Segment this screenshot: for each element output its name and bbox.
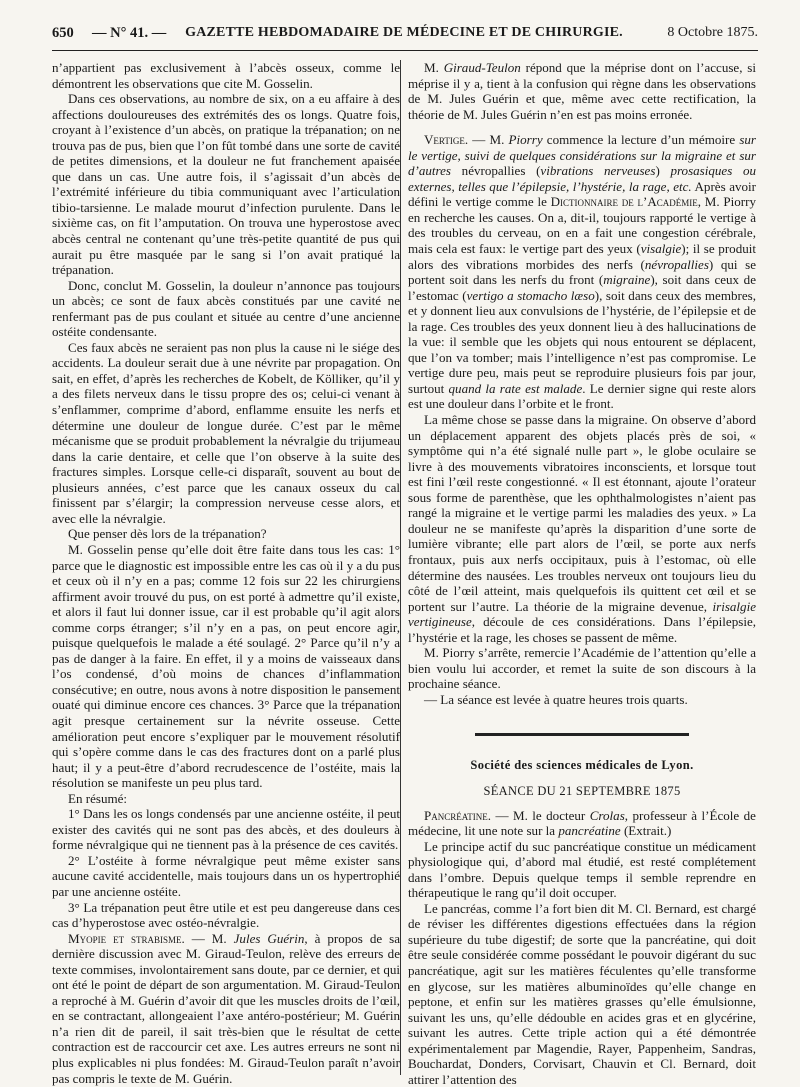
journal-title: GAZETTE HEBDOMADAIRE DE MÉDECINE ET DE CHIRURGIE. [185, 25, 623, 40]
italic-run: sur le vertige, suivi de quelques considérations sur la migraine et sur d’autres [408, 132, 756, 179]
paragraph: En résumé: [68, 790, 128, 806]
author-name: Crolas [589, 807, 625, 823]
paragraph: Ces faux abcès ne seraient pas non plus la cause ni le siége des accidents. La douleur serait due à une névrite par propagation. On sait, en effet, d’après les recherches de Kobelt, de Kölliker, qu’il y a des filets nerveux dans le tissu propre des os; celui-ci venant à s’enflammer, comprime d’abord, enflamme ensuite les nerfs et détermine une douleur de longue durée. C’est par le même mécanisme que se produit probablement la névralgie du trijumeau dans la carie dentaire, et celle que l’on observe à la suite des fractures simples. Lorsque celle-ci disparaît, souvent au bout de plusieurs années, c’est parce que les canaux osseux du cal finissent par s’élargir; la compression nerveuse cesse alors, et avec elle la névralgie. [52, 339, 400, 526]
paragraph [408, 60, 756, 122]
text-run: La même chose se passe dans la migraine. On observe d’abord un déplacement apparent des objets placés près de soi, « symptôme qui n’a été signalé nulle part », le globe oculaire se livre à des mouvements vibratoires inconscients, et lorsque tout est fini l’œil reste congestionné. « Il est étonnant, ajoute l’orateur sous forme de parenthèse, que les ophthalmologistes n’aient pas rangé la migraine et le vertige parmi les maladies des yeux. » La douleur ne se manifeste qu’après la disparition d’une sorte de lumière vibrante; elle part alors de l’œil, se porte aux nerfs frontaux, puis aux nerfs occipitaux, puis à l’estomac, où elle détermine des nausées. Les troubles nerveux ont toujours lieu du côté de l’œil atteint, mais quelquefois ils quittent cet œil et se portent sur l’autre. La théorie de la migraine devenue, [408, 412, 756, 614]
paragraph: Le pancréas, comme l’a fort bien dit M. Cl. Bernard, est chargé de réviser les différentes digestions effectuées dans la région supérieure du tube digestif; de sorte que la pancréatine, qui doit être seule considérée comme possédant le pouvoir digérant du suc pancréatique, agit sur les matières féculentes qu’elle transforme en glycose, sur les matières albuminoïdes qu’elle change en peptone, et enfin sur les matières grasses qu’elle émulsionne, suivant les uns, qu’elle dédouble en acides gras et en glycérine, suivant les autres. Cette triple action qui a été démontrée expérimentalement par Magendie, Rayer, Pappenheim, Sandras, Bouchardat, Donders, Corvisart, Chauvin et Cl. Bernard, doit attirer l’attention des [408, 900, 756, 1087]
section-heading: Vertige. [424, 132, 469, 148]
italic-run: vibrations nerveuses [540, 163, 656, 179]
issue-number: — N° 41. — [92, 24, 167, 41]
small-caps-run: Dictionnaire de l’Académie [550, 194, 698, 210]
text-run: commence la lecture d’un mémoire [542, 132, 740, 148]
section-heading: Myopie et strabisme. [68, 930, 185, 946]
author-name: Piorry [508, 132, 543, 148]
issue-date: 8 Octobre 1875. [667, 25, 758, 40]
text-run: ), soit dans ceux de l’estomac ( [408, 272, 756, 303]
paragraph: Que penser dès lors de la trépanation? [68, 526, 267, 542]
paragraph: 2° L’ostéite à forme névralgique peut même exister sans aucune cavité accidentelle, mais toujours dans un os hypertrophié par une ancienne ostéite. [52, 852, 400, 899]
page-header [52, 16, 758, 51]
right-column [408, 60, 756, 1087]
paragraph-vertige [408, 132, 756, 412]
text-run: , à propos de sa dernière discussion avec M. Giraud-Teulon, relève des erreurs de texte commises, involontairement sans doute, par ce dernier, et qui ont été le point de départ de son argumentation. M. Giraud-Teulon a reproché à M. Guérin d’avoir dit que les muscles droits de l’œil, en se contractant, allongeaient l’axe antéro-postérieur; M. Guérin n’a rien dit de pareil, il sait très-bien que le résultat de cette contraction est de raccourcir cet axe. Les autres erreurs ne sont ni plus explicables ni plus fondées: M. Giraud-Teulon paraît n’avoir pas compris le texte de M. Guérin. [52, 930, 401, 1086]
left-column [52, 60, 400, 1086]
italic-run: névropallies [644, 256, 709, 272]
paragraph: Dans ces observations, au nombre de six, on a eu affaire à des affections douloureuses des extrémités des os longs. Quatre fois, croyant à l’existence d’un abcès, on pratique la trépanation; on ne trouva pas de pus, bien que l’on fût tombé dans une sorte de cavité de petites dimensions, et la douleur ne fut franchement apaisée que dans un cas. Une autre fois, il s’agissait d’un abcès de l’extrémité inférieure du tibia communiquant avec l’articulation tibio-tarsienne. Le malade mourut d’infection purulente. Dans le sixième cas, on fit l’amputation. On trouva une hyperostose avec abcès central ne contenant qu’une très-petite quantité de pus qui aurait pu être masquée par le sang si l’on avait pratiqué la trépanation. [52, 91, 400, 278]
paragraph: 3° La trépanation peut être utile et est peu dangereuse dans ces cas d’hyperostose avec ostéo-névralgie. [52, 899, 400, 931]
italic-run: pancréatine [558, 823, 621, 839]
text-run: répond que la méprise dont on l’accuse, si méprise il y a, tient à la confusion qui règne dans les observations de M. Jules Guérin et que, même avec cette rectification, la théorie de M. Jules Guérin n’en est pas moins erronée. [408, 60, 757, 122]
author-name: Giraud-Teulon [443, 60, 521, 75]
text-run: M. [424, 60, 444, 75]
text-run: ) qui se portent soit dans les nerfs du front ( [408, 256, 756, 288]
session-heading: SÉANCE DU 21 SEPTEMBRE 1875 [483, 783, 681, 798]
text-run: , découle de ces considérations. Dans l’épilepsie, l’hystérie et la rage, les choses se passent de même. [408, 614, 756, 645]
paragraph: n’appartient pas exclusivement à l’abcès osseux, comme le démontrent les observations que cite M. Gosselin. [52, 60, 400, 91]
italic-run: quand la rate est malade [448, 380, 583, 396]
text-run: , professeur à l’École de médecine, lit une note sur la [408, 807, 756, 839]
italic-run: vertigo a stomacho læso [466, 287, 595, 303]
paragraph: — La séance est levée à quatre heures trois quarts. [424, 691, 688, 707]
text-run: . Le dernier signe qui reste alors est une douleur dans l’orbite et le front. [408, 380, 756, 412]
column-divider [400, 60, 401, 1075]
italic-run: migraine [603, 272, 651, 288]
paragraph: M. Gosselin pense qu’elle doit être faite dans tous les cas: 1° parce que le diagnostic est impossible entre les cas où il y a du pus et ceux où il n’y en a pas; comme 12 fois sur 22 les chirurgiens affirment avoir trouvé du pus, on est porté à admettre qu’il existe, et alors il faut lui donner issue, car il est probable qu’il agit alors comme corps étranger; s’il n’y en a pas, on peut encore agir, puisque quelquefois le malade a été soulagé. 2° Parce qu’il n’y a pas de danger à la faire. En effet, il y a moins de vaisseaux dans l’os condensé, d’où moins de chances d’inflammation consécutive; en outre, nous avons à notre disposition le pansement ouaté qui diminue encore ces chances. 3° Parce que la trépanation agit presque certainement sur la névrite osseuse. Cette amélioration peut encore s’expliquer par le mouvement résolutif qui s’opère comme dans le cas des fractures dont on a parlé plus haut; il y a peut-être d’abord recrudescence de l’ostéite, mais la résolution se manifeste un peu plus tard. [52, 541, 400, 791]
author-name: Jules Guérin [233, 930, 305, 946]
text-run: — M. [468, 132, 509, 148]
italic-run: visalgie [640, 241, 682, 257]
text-run: ), soit dans ceux des membres, et y donnent lieu aux convulsions de l’hystérie, de l’épilepsie et de la rage. Ces troubles des yeux donnent lieu à des hallucinations de la vue: il semble que les objets qui nous entourent se déplacent, que l’on va tomber; mais l’intelligence n’est pas compromise. Le vertige dure peu, mais peut se reproduire plusieurs fois par jour, surtout [408, 287, 756, 396]
paragraph: Le principe actif du suc pancréatique constitue un médicament physiologique qui, d’abord mal étudié, est resté complétement dans l’ombre. Depuis quelque temps il semble reprendre en thérapeutique le rang qu’il doit occuper. [408, 838, 756, 901]
text-run: ); il se produit alors des vibrations morbides des nerfs ( [408, 241, 756, 272]
paragraph: M. Piorry s’arrête, remercie l’Académie de l’attention qu’elle a bien voulu lui accorder, et remet la suite de son discours à la prochaine séance. [408, 645, 756, 692]
italic-run: irisalgie vertigineuse [408, 598, 756, 630]
section-separator [475, 733, 689, 736]
text-run: névropallies ( [451, 163, 541, 179]
text-run: Après avoir défini le vertige comme le [408, 178, 756, 210]
paragraph: Donc, conclut M. Gosselin, la douleur n’annonce pas toujours un abcès; ce sont de faux abcès constitués par une cavité ne renfermant pas de pus coulant et située au centre d’une ancienne ostéite condensante. [52, 277, 400, 340]
text-run: , M. Piorry en recherche les causes. On a, dit-il, toujours rapporté le vertige à des troubles du cerveau, on en a fait une congestion cérébrale, mais cela est faux: le vertige part des yeux ( [408, 194, 756, 257]
society-heading: Société des sciences médicales de Lyon. [470, 758, 694, 773]
paragraph [408, 412, 756, 645]
paragraph-pancreatine [408, 808, 756, 839]
paragraph: 1° Dans les os longs condensés par une ancienne ostéite, il peut exister des cavités qui ne sont pas des abcès, et des douleurs à forme névralgique qui ne tiennent pas à la présence de ces cavités. [52, 806, 400, 853]
italic-run: prosasiques ou externes, telles que l’épilepsie, l’hystérie, la rage, etc. [408, 163, 756, 194]
page-number: 650 [52, 24, 74, 41]
text-run: (Extrait.) [620, 823, 672, 839]
text-run: ) [655, 163, 671, 179]
section-heading: Pancréatine. [424, 807, 492, 823]
text-run: — M. le docteur [491, 807, 590, 823]
paragraph-myopie [52, 931, 400, 1086]
text-run: — M. [184, 930, 234, 946]
